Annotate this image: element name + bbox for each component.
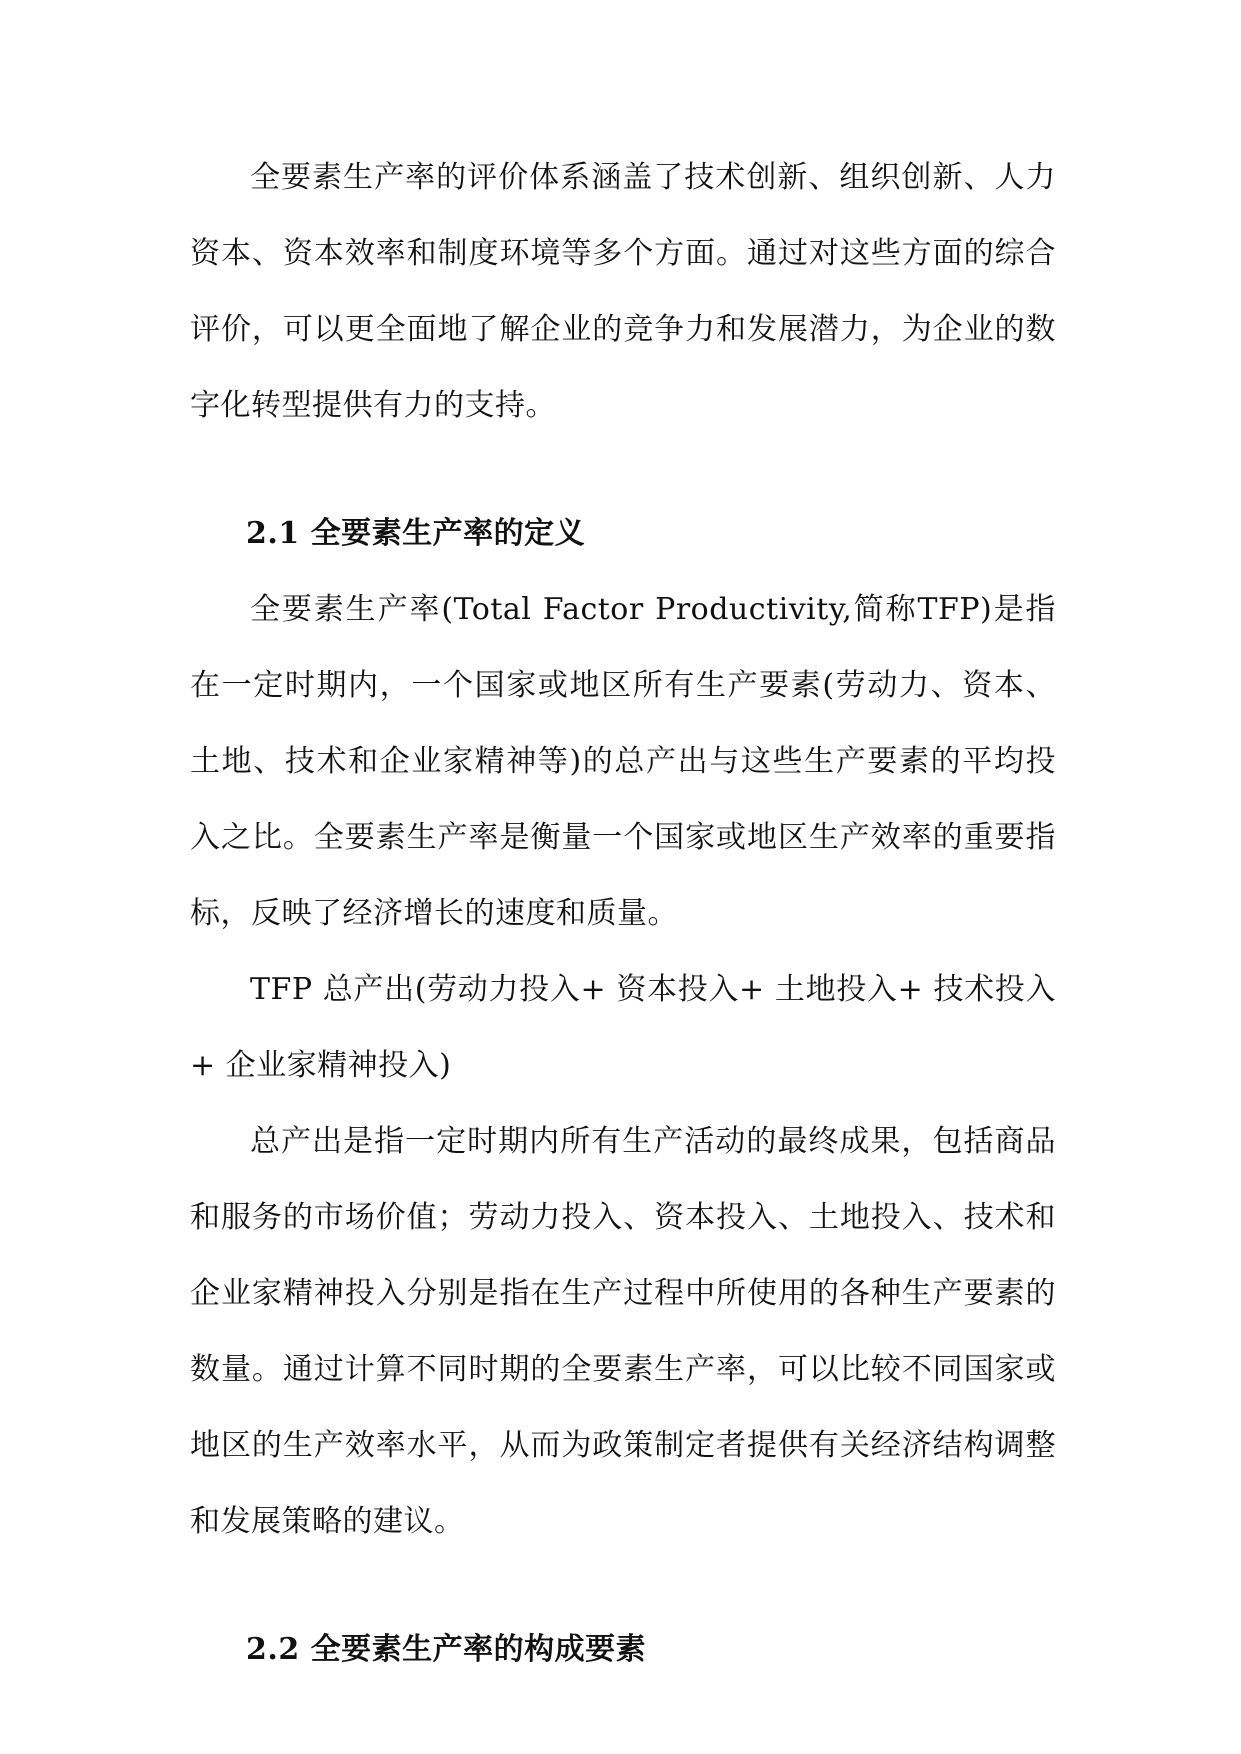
section-heading-2-2: 2.2 全要素生产率的构成要素	[246, 1632, 647, 1667]
intro-paragraph: 全要素生产率的评价体系涵盖了技术创新、组织创新、人力资本、资本效率和制度环境等多个方面。通过对这些方面的综合评价，可以更全面地了解企业的竞争力和发展潜力，为企业的数字化转型提供有力的支持。	[190, 160, 1056, 423]
document-body	[190, 140, 1056, 1688]
explanation-paragraph: 总产出是指一定时期内所有生产活动的最终成果，包括商品和服务的市场价值；劳动力投入、资本投入、土地投入、技术和企业家精神投入分别是指在生产过程中所使用的各种生产要素的数量。通过计算不同时期的全要素生产率，可以比较不同国家或地区的生产效率水平，从而为政策制定者提供有关经济结构调整和发展策略的建议。	[190, 1124, 1056, 1539]
formula-paragraph: TFP 总产出(劳动力投入+ 资本投入+ 土地投入+ 技术投入+ 企业家精神投入)	[190, 972, 1056, 1083]
definition-paragraph: 全要素生产率(Total Factor Productivity,简称TFP)是指在一定时期内，一个国家或地区所有生产要素(劳动力、资本、土地、技术和企业家精神等)的总产出与这些生产要素的平均投入之比。全要素生产率是衡量一个国家或地区生产效率的重要指标，反映了经济增长的速度和质量。	[190, 592, 1056, 931]
section-heading-2-1: 2.1 全要素生产率的定义	[246, 516, 586, 551]
